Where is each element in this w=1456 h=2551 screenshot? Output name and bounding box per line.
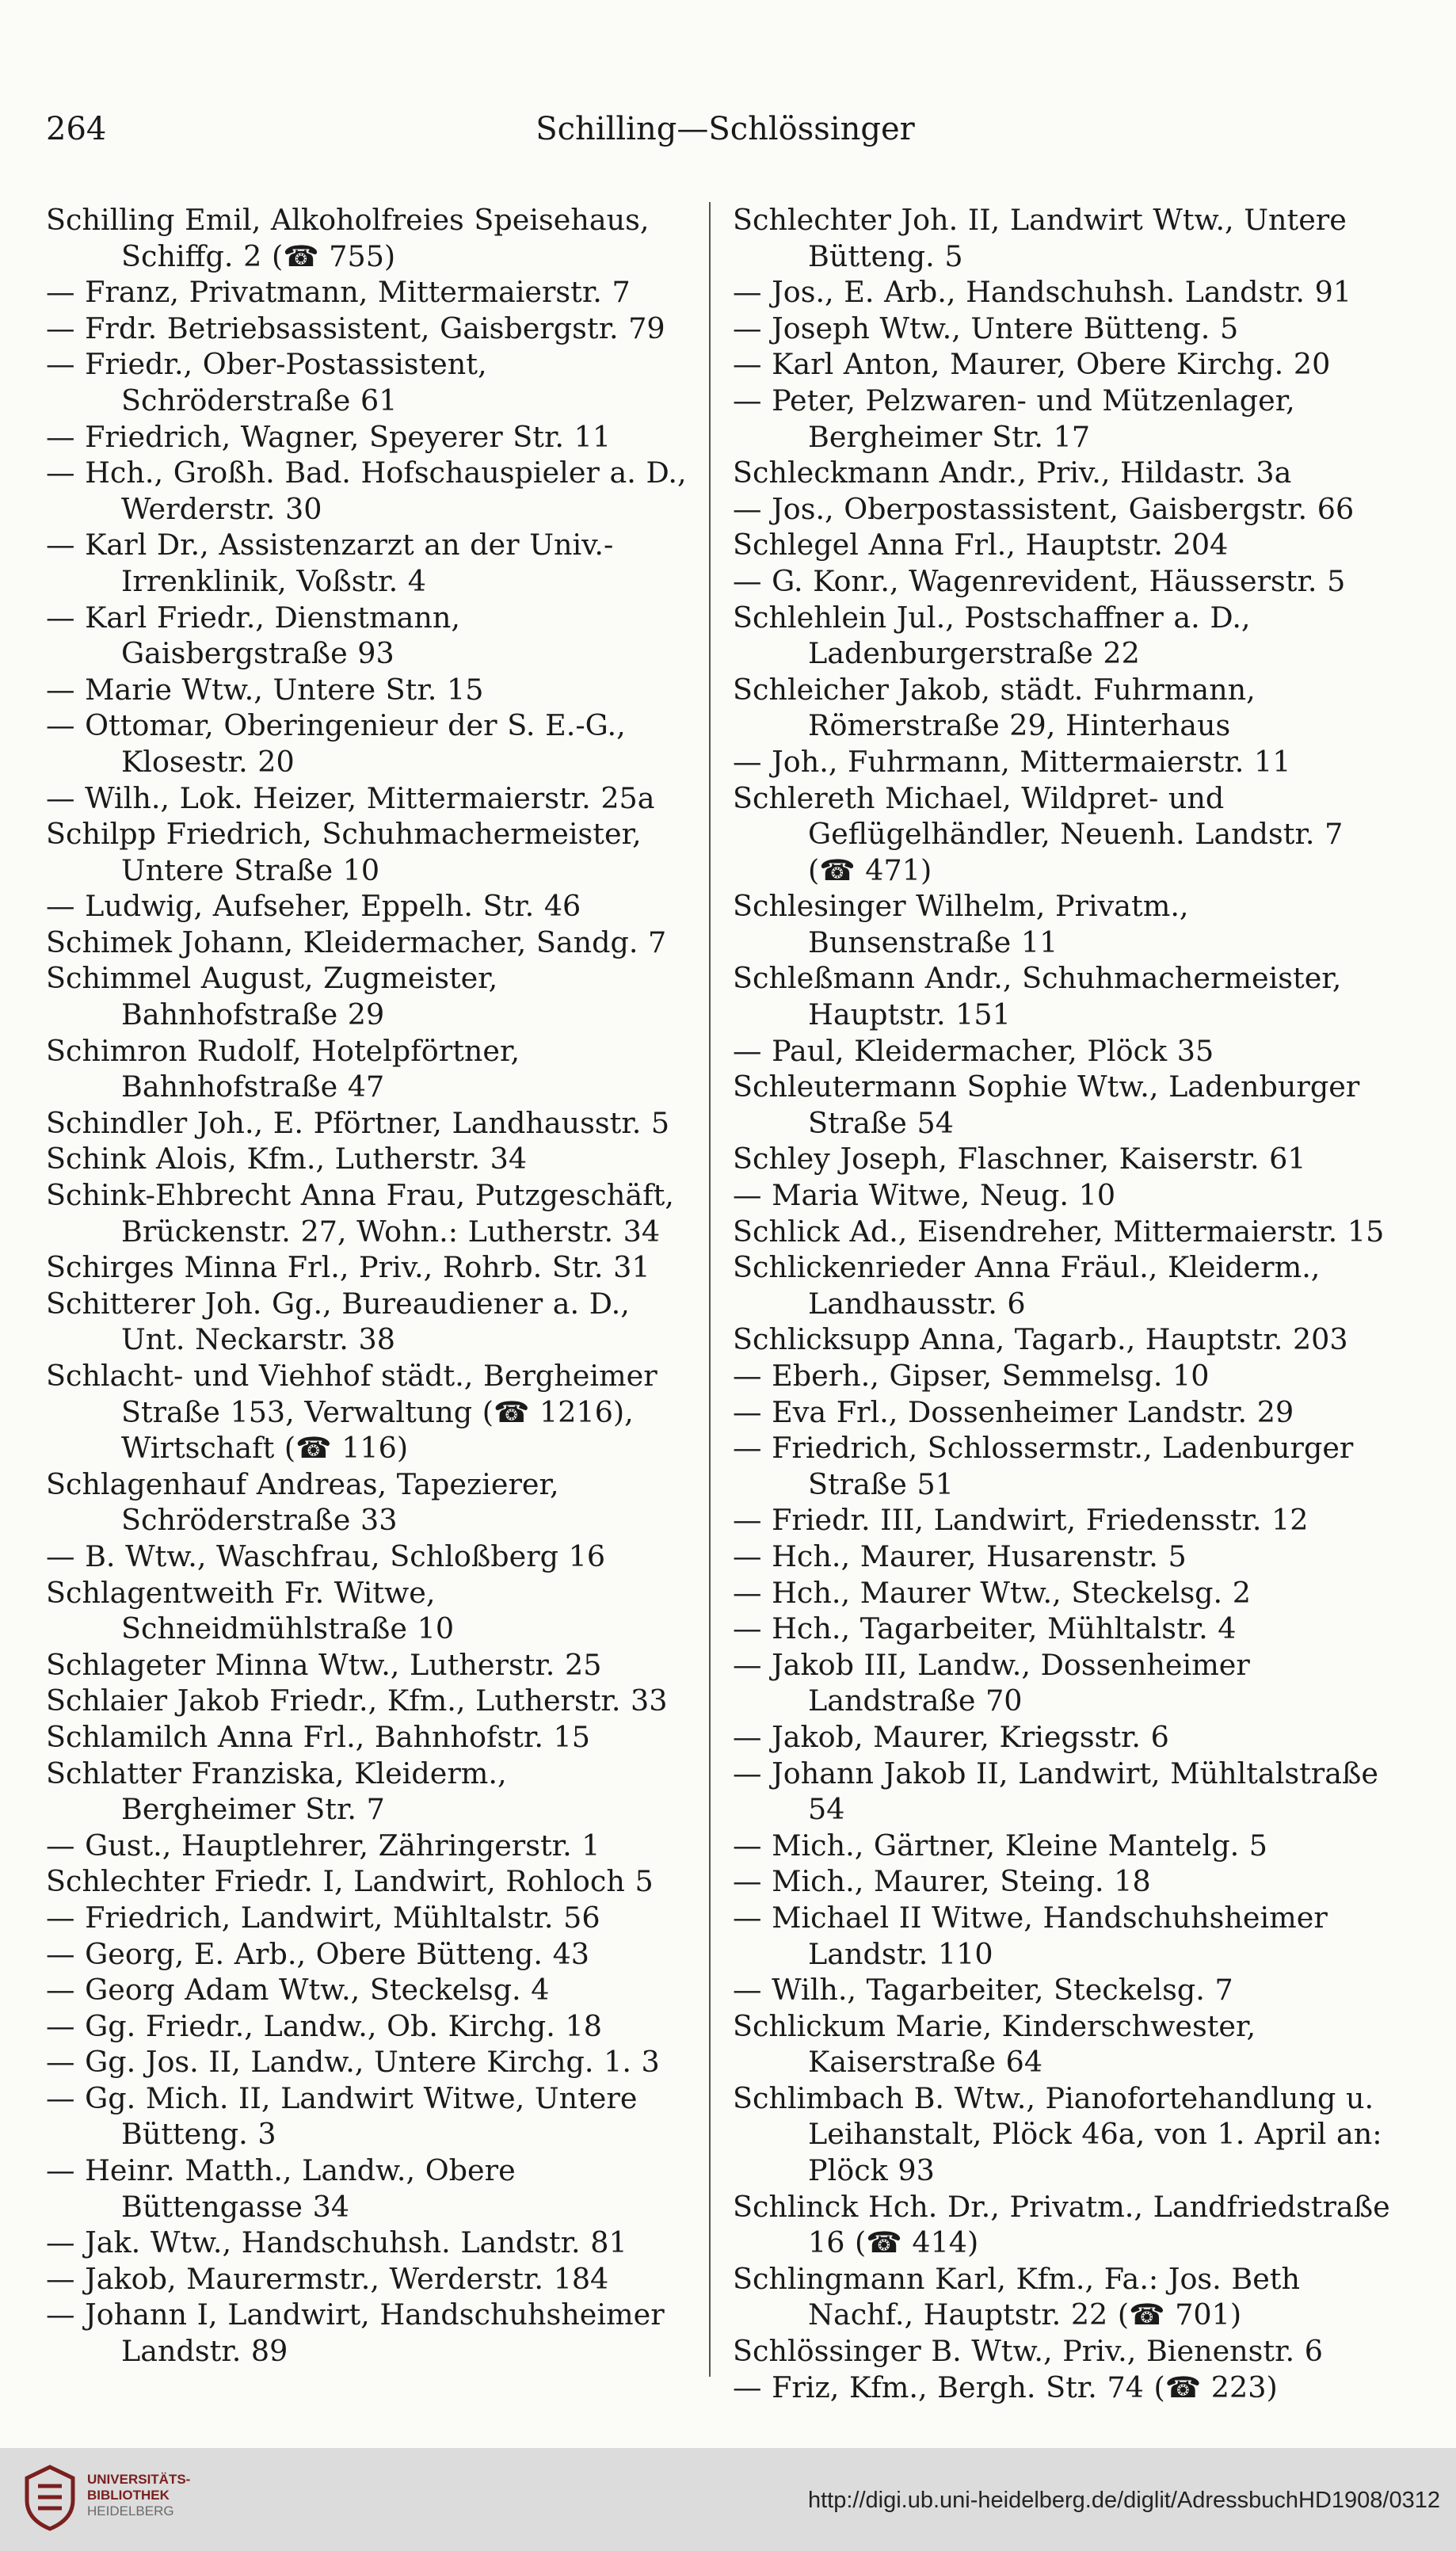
directory-entry: — Gg. Friedr., Landw., Ob. Kirchg. 18	[46, 2008, 602, 2043]
directory-entry: — Karl Dr., Assistenzarzt an der Univ.-Irrenklinik, Voßstr. 4	[46, 528, 614, 598]
directory-entry: — Gg. Mich. II, Landwirt Witwe, Untere Bütteng. 3	[46, 2080, 638, 2152]
directory-entry: — Johann I, Landwirt, Handschuhsheimer Landstr. 89	[46, 2297, 665, 2369]
directory-entry: Schindler Joh., E. Pförtner, Landhausstr. 5	[46, 1105, 670, 1140]
directory-entry: Schink Alois, Kfm., Lutherstr. 34	[46, 1142, 528, 1176]
directory-entry: — Friedrich, Landwirt, Mühltalstr. 56	[46, 1900, 600, 1935]
directory-entry: Schink-Ehbrecht Anna Frau, Putzgeschäft, Brückenstr. 27, Wohn.: Lutherstr. 34	[46, 1178, 674, 1249]
directory-entry: Schlicksupp Anna, Tagarb., Hauptstr. 203	[733, 1322, 1348, 1357]
footer-bar	[0, 2448, 1456, 2551]
directory-entry: — B. Wtw., Waschfrau, Schloßberg 16	[46, 1539, 606, 1573]
directory-entry: — Franz, Privatmann, Mittermaierstr. 7	[46, 275, 631, 310]
logo-line: BIBLIOTHEK	[87, 2488, 170, 2503]
directory-entry: — Friz, Kfm., Bergh. Str. 74 (☎ 223)	[733, 2370, 1278, 2404]
directory-entry: — Friedr., Ober-Postassistent, Schröderstraße 61	[46, 347, 487, 418]
directory-entry: Schlehlein Jul., Postschaffner a. D., Ladenburgerstraße 22	[733, 600, 1251, 671]
directory-entry: — Wilh., Lok. Heizer, Mittermaierstr. 25a	[46, 780, 655, 815]
directory-entry: — Hch., Großh. Bad. Hofschauspieler a. D., Werderstr. 30	[46, 456, 687, 526]
directory-entry: Schlagenhauf Andreas, Tapezierer, Schröderstraße 33	[46, 1466, 559, 1538]
directory-entry: — Eva Frl., Dossenheimer Landstr. 29	[733, 1394, 1294, 1429]
directory-entry: — Jakob, Maurer, Kriegsstr. 6	[733, 1719, 1169, 1754]
directory-entry: Schimron Rudolf, Hotelpförtner, Bahnhofstraße 47	[46, 1033, 520, 1104]
running-head: Schilling—Schlössinger	[536, 111, 915, 147]
directory-entry: — Georg, E. Arb., Obere Bütteng. 43	[46, 1936, 590, 1971]
directory-entry: — Hch., Maurer Wtw., Steckelsg. 2	[733, 1575, 1251, 1610]
directory-entry: Schlick Ad., Eisendreher, Mittermaierstr. 15	[733, 1214, 1385, 1249]
directory-entry: — Joseph Wtw., Untere Bütteng. 5	[733, 311, 1239, 345]
directory-entry: Schleßmann Andr., Schuhmachermeister, Hauptstr. 151	[733, 961, 1342, 1032]
directory-entry: Schirges Minna Frl., Priv., Rohrb. Str. 31	[46, 1250, 650, 1285]
directory-entry: Schlaier Jakob Friedr., Kfm., Lutherstr. 33	[46, 1684, 668, 1718]
directory-entry: Schlesinger Wilhelm, Privatm., Bunsenstraße 11	[733, 889, 1189, 959]
directory-entry: Schitterer Joh. Gg., Bureaudiener a. D., Unt. Neckarstr. 38	[46, 1286, 630, 1357]
directory-entry: Schlechter Friedr. I, Landwirt, Rohloch 5	[46, 1864, 654, 1899]
directory-entry: Schleckmann Andr., Priv., Hildastr. 3a	[733, 456, 1292, 490]
directory-entry: Schilpp Friedrich, Schuhmachermeister, Untere Straße 10	[46, 817, 642, 887]
directory-entry: — Johann Jakob II, Landwirt, Mühltalstraße 54	[733, 1756, 1378, 1827]
logo-line: UNIVERSITÄTS-	[87, 2472, 191, 2487]
directory-entry: — Mich., Maurer, Steing. 18	[733, 1864, 1151, 1899]
directory-entry: — Michael II Witwe, Handschuhsheimer Landstr. 110	[733, 1900, 1328, 1971]
directory-entry: — Ludwig, Aufseher, Eppelh. Str. 46	[46, 889, 581, 924]
directory-entry: — Jakob, Maurermstr., Werderstr. 184	[46, 2261, 609, 2296]
directory-entry: — Paul, Kleidermacher, Plöck 35	[733, 1033, 1214, 1068]
directory-entry: Schleicher Jakob, städt. Fuhrmann, Römerstraße 29, Hinterhaus	[733, 672, 1256, 743]
directory-entry: — Jos., E. Arb., Handschuhsh. Landstr. 91	[733, 275, 1352, 310]
directory-entry: — Gust., Hauptlehrer, Zähringerstr. 1	[46, 1828, 600, 1863]
directory-entry: Schilling Emil, Alkoholfreies Speisehaus, Schiffg. 2 (☎ 755)	[46, 203, 650, 273]
directory-entry: — Karl Friedr., Dienstmann, Gaisbergstraße 93	[46, 600, 460, 671]
library-logo-text	[87, 2472, 190, 2519]
directory-entry: Schimek Johann, Kleidermacher, Sandg. 7	[46, 925, 667, 959]
directory-entry: Schlickum Marie, Kinderschwester, Kaiserstraße 64	[733, 2008, 1256, 2080]
directory-entry: Schimmel August, Zugmeister, Bahnhofstraße 29	[46, 961, 498, 1032]
directory-entry: Schlingmann Karl, Kfm., Fa.: Jos. Beth Nachf., Hauptstr. 22 (☎ 701)	[733, 2261, 1300, 2332]
directory-entry: — Eberh., Gipser, Semmelsg. 10	[733, 1359, 1210, 1393]
directory-entry: — Karl Anton, Maurer, Obere Kirchg. 20	[733, 347, 1331, 382]
directory-entry: — Mich., Gärtner, Kleine Mantelg. 5	[733, 1828, 1267, 1863]
directory-entry: — Jakob III, Landw., Dossenheimer Landstraße 70	[733, 1647, 1250, 1718]
page-number: 264	[46, 111, 107, 147]
directory-entry: — Wilh., Tagarbeiter, Steckelsg. 7	[733, 1973, 1233, 2008]
logo-line: HEIDELBERG	[87, 2503, 174, 2519]
directory-entry: — Heinr. Matth., Landw., Obere Büttengasse 34	[46, 2153, 516, 2224]
directory-entry: — Friedrich, Schlossermstr., Ladenburger Straße 51	[733, 1431, 1354, 1501]
directory-entry: — Joh., Fuhrmann, Mittermaierstr. 11	[733, 744, 1291, 779]
directory-entry: — Peter, Pelzwaren- und Mützenlager, Bergheimer Str. 17	[733, 383, 1295, 454]
left-column	[46, 202, 688, 2370]
directory-entry: Schlechter Joh. II, Landwirt Wtw., Untere Bütteng. 5	[733, 203, 1347, 273]
directory-entry: Schleutermann Sophie Wtw., Ladenburger Straße 54	[733, 1070, 1360, 1140]
directory-entry: Schley Joseph, Flaschner, Kaiserstr. 61	[733, 1142, 1306, 1176]
directory-entry: Schlickenrieder Anna Fräul., Kleiderm., Landhausstr. 6	[733, 1250, 1321, 1321]
directory-entry: — Hch., Tagarbeiter, Mühltalstr. 4	[733, 1611, 1237, 1646]
directory-entry: — Friedr. III, Landwirt, Friedensstr. 12	[733, 1503, 1309, 1538]
directory-entry: Schlamilch Anna Frl., Bahnhofstr. 15	[46, 1719, 590, 1754]
directory-entry: — Jak. Wtw., Handschuhsh. Landstr. 81	[46, 2225, 627, 2260]
directory-entry: Schlagentweith Fr. Witwe, Schneidmühlstraße 10	[46, 1575, 455, 1646]
directory-entry: — Hch., Maurer, Husarenstr. 5	[733, 1539, 1187, 1573]
source-url-link[interactable]: http://digi.ub.uni-heidelberg.de/diglit/AdressbuchHD1908/0312	[807, 2488, 1440, 2513]
library-logo-icon	[14, 2462, 86, 2534]
directory-entry: — Marie Wtw., Untere Str. 15	[46, 672, 484, 707]
directory-entry: Schlatter Franziska, Kleiderm., Bergheimer Str. 7	[46, 1756, 507, 1827]
directory-entry: — G. Konr., Wagenrevident, Häusserstr. 5	[733, 563, 1346, 598]
directory-entry: — Frdr. Betriebsassistent, Gaisbergstr. 79	[46, 311, 665, 345]
directory-entry: — Friedrich, Wagner, Speyerer Str. 11	[46, 419, 612, 454]
directory-entry: Schlereth Michael, Wildpret- und Geflügelhändler, Neuenh. Landstr. 7 (☎ 471)	[733, 780, 1344, 887]
directory-entry: Schlageter Minna Wtw., Lutherstr. 25	[46, 1647, 602, 1682]
right-column	[733, 202, 1398, 2405]
directory-entry: Schlegel Anna Frl., Hauptstr. 204	[733, 528, 1229, 562]
directory-entry: — Maria Witwe, Neug. 10	[733, 1178, 1116, 1213]
directory-entry: — Jos., Oberpostassistent, Gaisbergstr. 66	[733, 491, 1355, 526]
directory-entry: Schlinck Hch. Dr., Privatm., Landfriedstraße 16 (☎ 414)	[733, 2189, 1390, 2260]
column-divider	[709, 202, 711, 2377]
directory-entry: Schlacht- und Viehhof städt., Bergheimer Straße 153, Verwaltung (☎ 1216), Wirtschaft (☎ 116)	[46, 1359, 657, 1466]
directory-entry: — Ottomar, Oberingenieur der S. E.-G., Klosestr. 20	[46, 708, 626, 779]
page-header	[46, 111, 1405, 158]
directory-entry: — Georg Adam Wtw., Steckelsg. 4	[46, 1973, 550, 2008]
directory-entry: — Gg. Jos. II, Landw., Untere Kirchg. 1. 3	[46, 2045, 660, 2080]
directory-entry: Schlössinger B. Wtw., Priv., Bienenstr. 6	[733, 2334, 1323, 2369]
directory-entry: Schlimbach B. Wtw., Pianofortehandlung u. Leihanstalt, Plöck 46a, von 1. April an: Plöck 93	[733, 2080, 1382, 2188]
